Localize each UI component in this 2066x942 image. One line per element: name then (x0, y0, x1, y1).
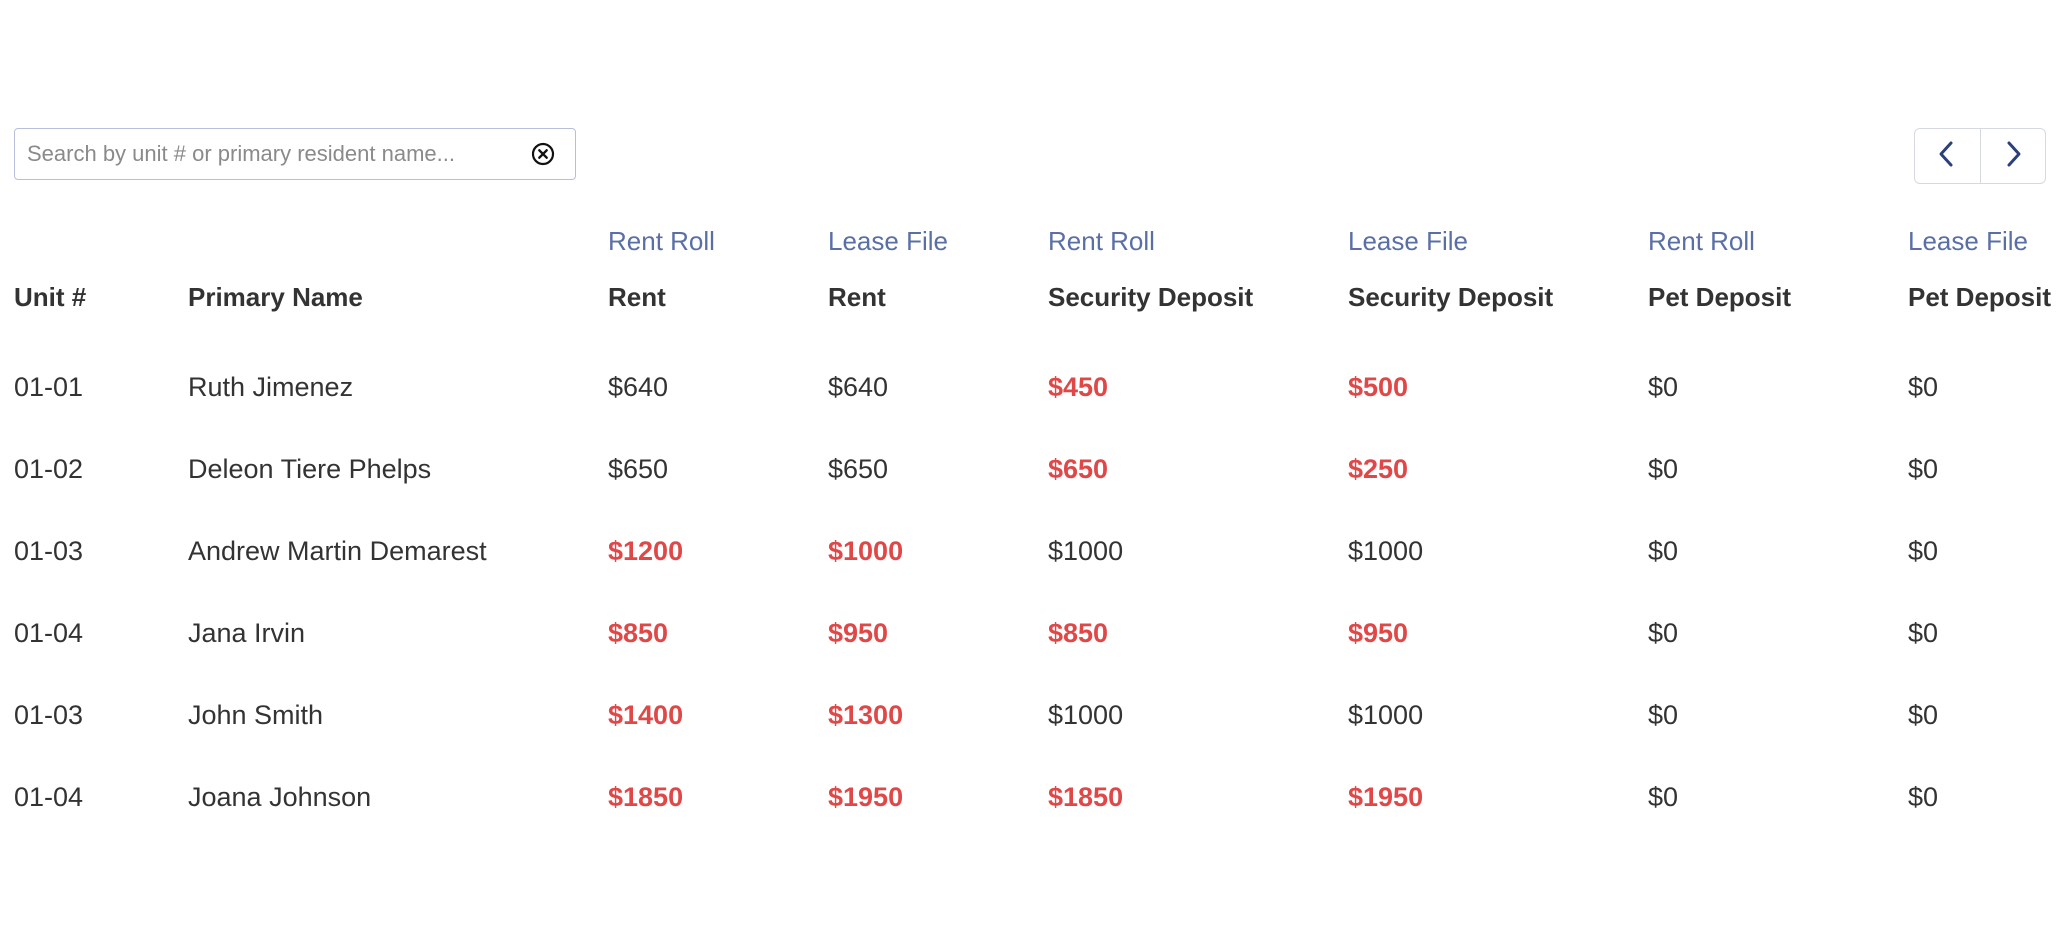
value-cell: $1000 (1348, 700, 1424, 730)
column-header[interactable]: Pet Deposit (1908, 282, 2052, 312)
value-cell: $950 (1348, 618, 1409, 648)
value-cell: $0 (1648, 618, 1679, 648)
value-cell: $1000 (1048, 700, 1124, 730)
value-cell: $640 (828, 372, 889, 402)
value-cell: $1950 (828, 782, 904, 812)
unit-cell: 01-03 (14, 700, 84, 730)
value-cell: $1850 (1048, 782, 1124, 812)
value-cell: $250 (1348, 454, 1409, 484)
search-input[interactable] (27, 129, 517, 178)
value-cell: $1400 (608, 700, 684, 730)
next-page-button[interactable] (1980, 129, 2046, 183)
name-cell: Ruth Jimenez (188, 372, 354, 402)
name-cell: Deleon Tiere Phelps (188, 454, 432, 484)
value-cell: $850 (608, 618, 669, 648)
value-cell: $640 (608, 372, 669, 402)
pagination (1914, 128, 2046, 184)
value-cell: $500 (1348, 372, 1409, 402)
value-cell: $0 (1908, 700, 1939, 730)
name-cell: Andrew Martin Demarest (188, 536, 487, 566)
previous-page-button[interactable] (1915, 129, 1980, 183)
value-cell: $450 (1048, 372, 1109, 402)
value-cell: $1850 (608, 782, 684, 812)
column-source-label: Rent Roll (608, 226, 715, 256)
value-cell: $650 (608, 454, 669, 484)
column-header[interactable]: Rent (828, 282, 886, 312)
column-source-label: Lease File (1348, 226, 1468, 256)
value-cell: $1000 (1348, 536, 1424, 566)
name-cell: John Smith (188, 700, 324, 730)
value-cell: $0 (1648, 782, 1679, 812)
search-box (14, 128, 576, 180)
value-cell: $0 (1908, 618, 1939, 648)
name-cell: Jana Irvin (188, 618, 306, 648)
value-cell: $0 (1648, 454, 1679, 484)
value-cell: $850 (1048, 618, 1109, 648)
unit-cell: 01-04 (14, 618, 84, 648)
value-cell: $0 (1908, 454, 1939, 484)
value-cell: $950 (828, 618, 889, 648)
value-cell: $650 (828, 454, 889, 484)
name-cell: Joana Johnson (188, 782, 372, 812)
value-cell: $1200 (608, 536, 684, 566)
unit-cell: 01-03 (14, 536, 84, 566)
unit-cell: 01-01 (14, 372, 84, 402)
column-header[interactable]: Unit # (14, 282, 87, 312)
column-header[interactable]: Security Deposit (1348, 282, 1554, 312)
value-cell: $0 (1648, 372, 1679, 402)
clear-circle-icon[interactable] (531, 142, 555, 166)
chevron-left-icon (1936, 139, 1958, 174)
column-source-label: Lease File (828, 226, 948, 256)
column-source-label: Rent Roll (1048, 226, 1155, 256)
value-cell: $0 (1648, 536, 1679, 566)
value-cell: $1000 (1048, 536, 1124, 566)
value-cell: $1950 (1348, 782, 1424, 812)
column-header[interactable]: Primary Name (188, 282, 363, 312)
column-source-label: Rent Roll (1648, 226, 1755, 256)
column-header[interactable]: Security Deposit (1048, 282, 1254, 312)
column-header[interactable]: Rent (608, 282, 666, 312)
column-header[interactable]: Pet Deposit (1648, 282, 1792, 312)
column-source-label: Lease File (1908, 226, 2028, 256)
unit-cell: 01-02 (14, 454, 84, 484)
value-cell: $0 (1908, 536, 1939, 566)
unit-cell: 01-04 (14, 782, 84, 812)
value-cell: $1300 (828, 700, 904, 730)
value-cell: $0 (1908, 372, 1939, 402)
value-cell: $0 (1908, 782, 1939, 812)
chevron-right-icon (2002, 139, 2024, 174)
value-cell: $0 (1648, 700, 1679, 730)
value-cell: $650 (1048, 454, 1109, 484)
value-cell: $1000 (828, 536, 904, 566)
